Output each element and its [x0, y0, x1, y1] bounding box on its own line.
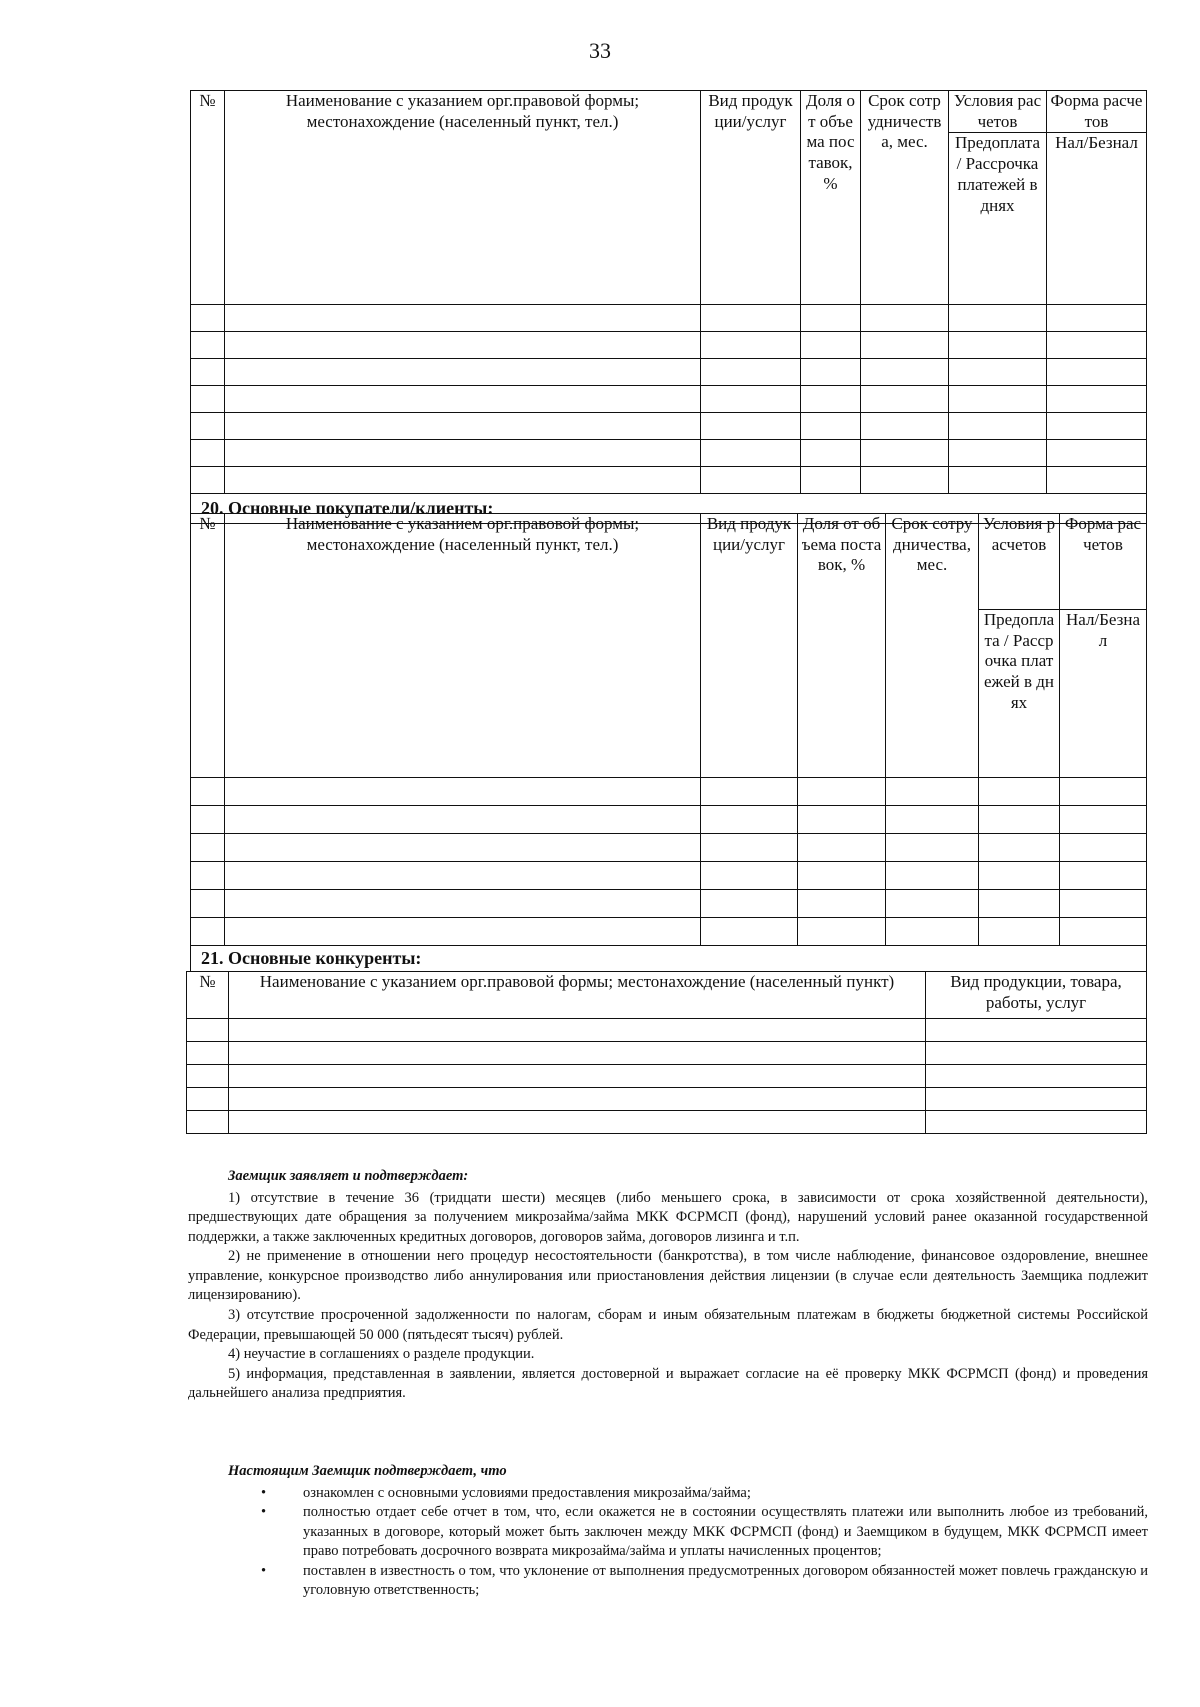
table-cell [886, 890, 979, 918]
table-row [187, 1065, 1147, 1088]
header-term: Срок сотрудничества, мес. [861, 91, 949, 305]
table-cell [701, 305, 801, 332]
table-cell [1047, 386, 1147, 413]
header-num: № [191, 514, 225, 778]
table-row [191, 386, 1147, 413]
table-cell [861, 413, 949, 440]
table-cell [701, 806, 798, 834]
page-number: 33 [589, 38, 611, 63]
table-cell [1047, 305, 1147, 332]
table-row [191, 890, 1147, 918]
table-cell [798, 778, 886, 806]
table-cell [801, 413, 861, 440]
table-cell [798, 890, 886, 918]
table-cell [191, 359, 225, 386]
table-cell [225, 359, 701, 386]
table-cell [886, 834, 979, 862]
table-cell [949, 305, 1047, 332]
table-cell [798, 918, 886, 946]
table-cell [949, 440, 1047, 467]
header-settlement-terms: Предоплата / Рассрочка платежей в днях [979, 610, 1060, 778]
table-cell [187, 1088, 229, 1111]
table-cell [701, 359, 801, 386]
confirmation-lead: Настоящим Заемщик подтверждает, что [228, 1463, 507, 1479]
table-cell [187, 1019, 229, 1042]
table-cell [701, 332, 801, 359]
header-settlement-form: Нал/Безнал [1047, 133, 1147, 305]
table-cell [1060, 778, 1147, 806]
table-cell [701, 467, 801, 494]
table-cell [798, 806, 886, 834]
table-cell [225, 834, 701, 862]
table-cell [886, 778, 979, 806]
header-num: № [187, 972, 229, 1019]
table-cell [229, 1019, 926, 1042]
table-cell [225, 862, 701, 890]
confirmation-block [188, 1462, 1148, 1601]
table-cell [926, 1065, 1147, 1088]
table-cell [701, 386, 801, 413]
table-cell [1060, 806, 1147, 834]
header-settlement-form-group: Форма расчетов [1060, 514, 1147, 610]
table-cell [191, 305, 225, 332]
table-cell [861, 386, 949, 413]
declaration-item-5: 5) информация, представленная в заявлении, является достоверной и выражает согласие на её проверку МКК ФСРМСП (фонд) и проведения дальнейшего анализа предприятия. [188, 1365, 1148, 1402]
table-cell [701, 862, 798, 890]
suppliers-table [190, 90, 1147, 524]
list-item: • полностью отдает себе отчет в том, что, если окажется не в состоянии осуществлять платежи или выполнить любое из требований, указанных в договоре, который может быть заключен между МКК ФСРМСП (фонд) и Заемщиком в будущем, МКК ФСРМСП имеет право потребовать досрочного возврата микрозайма/займа и уплаты начисленных процентов; [261, 1504, 1148, 1560]
table-cell [701, 834, 798, 862]
table-cell [229, 1065, 926, 1088]
table-row [191, 332, 1147, 359]
table-cell [949, 467, 1047, 494]
declaration-lead: Заемщик заявляет и подтверждает: [228, 1168, 469, 1184]
header-product: Вид продукции/услуг [701, 91, 801, 305]
table-cell [886, 918, 979, 946]
table-cell [949, 413, 1047, 440]
list-item: • ознакомлен с основными условиями предоставления микрозайма/займа; [188, 1484, 1148, 1504]
table-row [191, 359, 1147, 386]
table-cell [225, 778, 701, 806]
header-term: Срок сотрудничества, мес. [886, 514, 979, 778]
table-cell [926, 1088, 1147, 1111]
table-cell [949, 386, 1047, 413]
header-num: № [191, 91, 225, 305]
header-settlement-terms: Предоплата / Рассрочка платежей в днях [949, 133, 1047, 305]
competitors-section-title: 21. Основные конкуренты: [191, 946, 1147, 972]
table-cell [229, 1088, 926, 1111]
table-row [191, 413, 1147, 440]
table-row [191, 918, 1147, 946]
header-share: Доля от объема поставок, % [801, 91, 861, 305]
table-cell [801, 440, 861, 467]
table-cell [225, 332, 701, 359]
table-row [191, 806, 1147, 834]
bullet-icon: • [261, 1484, 267, 1501]
table-cell [191, 834, 225, 862]
table-cell [1047, 359, 1147, 386]
header-settlement-group: Условия расчетов [949, 91, 1047, 133]
table-row [191, 834, 1147, 862]
buyers-section-title: 20. Основные покупатели/клиенты: [191, 494, 1147, 524]
confirmation-list [188, 1484, 1148, 1601]
table-row [191, 862, 1147, 890]
header-settlement-form: Нал/Безнал [1060, 610, 1147, 778]
table-cell [861, 305, 949, 332]
table-cell [1047, 467, 1147, 494]
table-cell [979, 862, 1060, 890]
table-cell [861, 440, 949, 467]
table-cell [801, 332, 861, 359]
table-cell [979, 918, 1060, 946]
table-cell [926, 1042, 1147, 1065]
table-cell [191, 890, 225, 918]
table-cell [801, 359, 861, 386]
declaration-item-1: 1) отсутствие в течение 36 (тридцати шести) месяцев (либо меньшего срока, в зависимости от срока хозяйственной деятельности), предшествующих дате обращения за получением микрозайма/займа МКК ФСРМСП (фонд), нарушений условий ранее оказанной государственной поддержки, а также заключенных кредитных договоров, договоров займа, договоров лизинга и т.п. [188, 1189, 1148, 1245]
header-name: Наименование с указанием орг.правовой формы; местонахождение (населенный пункт, тел.) [225, 514, 701, 778]
table-cell [187, 1111, 229, 1134]
table-row [187, 1088, 1147, 1111]
competitors-table [186, 971, 1147, 1134]
table-cell [191, 918, 225, 946]
table-cell [225, 305, 701, 332]
header-product: Вид продукции, товара, работы, услуг [926, 972, 1147, 1019]
table-cell [229, 1111, 926, 1134]
declaration-item-3: 3) отсутствие просроченной задолженности по налогам, сборам и иным обязательным платежам в бюджеты бюджетной системы Российской Федерации, превышающей 50 000 (пятьдесят тысяч) рублей. [188, 1306, 1148, 1343]
table-cell [225, 890, 701, 918]
table-cell [979, 806, 1060, 834]
declaration-block [188, 1167, 1148, 1404]
table-cell [1060, 834, 1147, 862]
table-cell [861, 332, 949, 359]
table-cell [886, 862, 979, 890]
table-cell [191, 440, 225, 467]
table-cell [1047, 440, 1147, 467]
declaration-item-4: 4) неучастие в соглашениях о разделе продукции. [228, 1346, 535, 1363]
table-cell [926, 1111, 1147, 1134]
table-cell [1060, 918, 1147, 946]
table-cell [225, 440, 701, 467]
table-cell [225, 806, 701, 834]
table-cell [1047, 413, 1147, 440]
table-cell [861, 467, 949, 494]
table-cell [225, 413, 701, 440]
bullet-icon: • [261, 1562, 267, 1579]
table-row [191, 440, 1147, 467]
header-name: Наименование с указанием орг.правовой формы; местонахождение (населенный пункт) [229, 972, 926, 1019]
table-cell [225, 467, 701, 494]
table-cell [225, 918, 701, 946]
table-cell [1047, 332, 1147, 359]
table-row [191, 305, 1147, 332]
header-share: Доля от объема поставок, % [798, 514, 886, 778]
declaration-item-2: 2) не применение в отношении него процедур несостоятельности (банкротства), в том числе наблюдение, финансовое оздоровление, внешнее управление, конкурсное производство либо аннулирования или приостановления действия лицензии (в случае если деятельность Заемщика подлежит лицензированию). [188, 1248, 1148, 1304]
table-cell [191, 778, 225, 806]
table-cell [191, 332, 225, 359]
table-cell [701, 440, 801, 467]
table-cell [798, 862, 886, 890]
table-cell [701, 918, 798, 946]
header-settlement-form-group: Форма расчетов [1047, 91, 1147, 133]
table-cell [949, 332, 1047, 359]
table-row [191, 467, 1147, 494]
header-name: Наименование с указанием орг.правовой формы; местонахождение (населенный пункт, тел.) [225, 91, 701, 305]
table-cell [801, 305, 861, 332]
header-product: Вид продукции/услуг [701, 514, 798, 778]
table-cell [801, 386, 861, 413]
table-cell [187, 1042, 229, 1065]
table-cell [926, 1019, 1147, 1042]
table-cell [191, 413, 225, 440]
table-cell [979, 834, 1060, 862]
table-cell [191, 862, 225, 890]
table-cell [979, 890, 1060, 918]
table-cell [229, 1042, 926, 1065]
table-row [187, 1111, 1147, 1134]
table-cell [1060, 862, 1147, 890]
table-cell [701, 413, 801, 440]
table-cell [191, 806, 225, 834]
table-cell [949, 359, 1047, 386]
buyers-table [190, 513, 1147, 972]
table-cell [701, 890, 798, 918]
table-row [187, 1019, 1147, 1042]
table-cell [191, 467, 225, 494]
table-row [187, 1042, 1147, 1065]
table-cell [225, 386, 701, 413]
bullet-icon: • [261, 1504, 267, 1521]
table-cell [1060, 890, 1147, 918]
table-cell [187, 1065, 229, 1088]
table-cell [886, 806, 979, 834]
table-row [191, 778, 1147, 806]
header-settlement-group: Условия расчетов [979, 514, 1060, 610]
list-item: • поставлен в известность о том, что уклонение от выполнения предусмотренных договором обязанностей может повлечь гражданскую и уголовную ответственность; [261, 1562, 1148, 1599]
table-cell [979, 778, 1060, 806]
table-cell [798, 834, 886, 862]
table-cell [801, 467, 861, 494]
table-cell [861, 359, 949, 386]
table-cell [191, 386, 225, 413]
table-cell [701, 778, 798, 806]
